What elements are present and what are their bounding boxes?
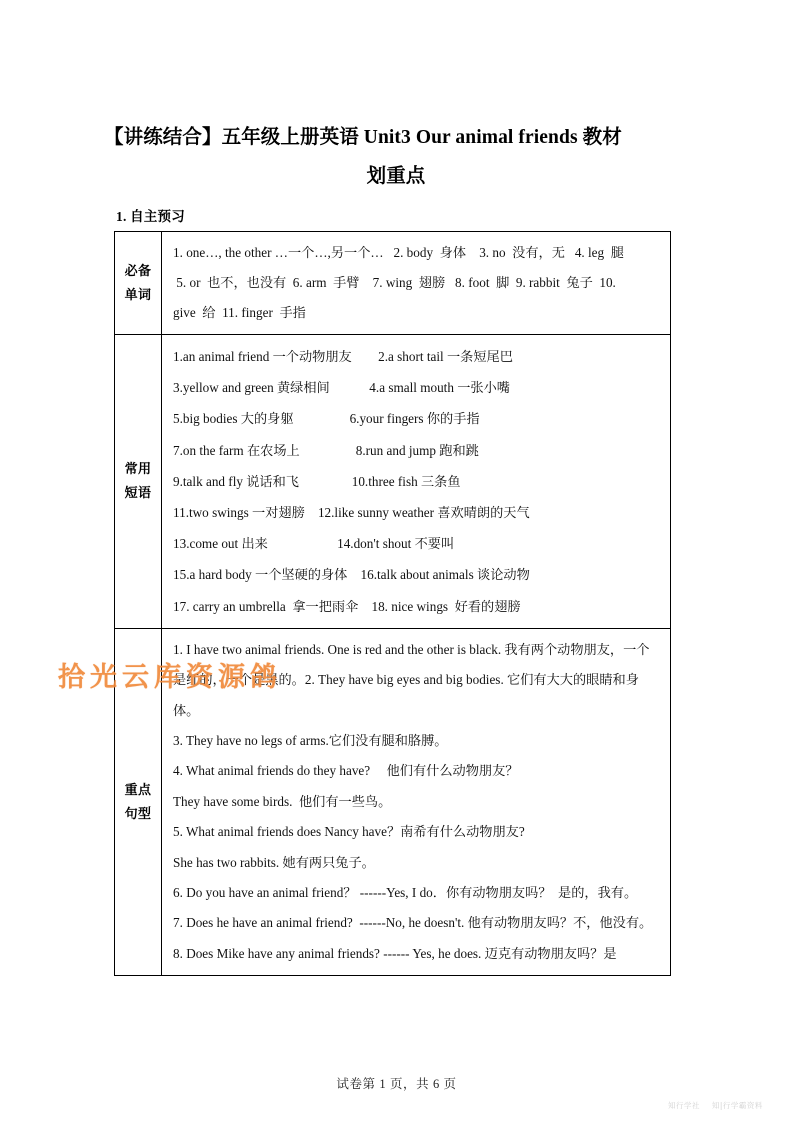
row-label-key-sentences: [115, 628, 162, 975]
table-row: [115, 628, 671, 975]
content-line: 17. carry an umbrella 拿一把雨伞 18. nice wings 好看的翅膀: [173, 598, 521, 614]
page-title-line-1: 【讲练结合】五年级上册英语 Unit3 Our animal friends 教材: [104, 127, 622, 148]
content-line: 1. one…, the other …一个…,另一个… 2. body 身体 3. no 没有，无 4. leg 腿: [173, 245, 624, 260]
section-heading-self-preview: 1. 自主预习: [116, 209, 185, 224]
row-label-line: 常用: [124, 461, 152, 477]
watermark-overlay: 拾光云库资源鸽: [58, 662, 282, 693]
corner-watermark: [668, 1100, 763, 1111]
page-footer: 试卷第 1 页，共 6 页: [336, 1077, 457, 1091]
row-label-line: 单词: [124, 287, 152, 302]
corner-watermark-right: 知|行学霸资料: [711, 1101, 763, 1110]
table-row: [115, 232, 671, 335]
row-label-line: 必备: [124, 263, 152, 278]
content-line: They have some birds. 他们有一些鸟。: [173, 793, 392, 809]
content-line: 7. Does he have an animal friend? ------No, he doesn't. 他有动物朋友吗？不，他没有。: [173, 915, 653, 931]
page-title: [96, 118, 696, 196]
content-line: 3. They have no legs of arms.它们没有腿和胳膊。: [173, 733, 448, 749]
page-title-line-2: 划重点: [366, 166, 426, 187]
row-content-common-phrases: [162, 335, 671, 629]
table-row: [115, 335, 671, 629]
content-line: 7.on the farm 在农场上 8.run and jump 跑和跳: [173, 442, 479, 458]
key-points-table: [114, 231, 671, 976]
content-line: 11.two swings 一对翅膀 12.like sunny weather 喜欢晴朗的天气: [173, 505, 530, 521]
row-label-line: 重点: [124, 782, 152, 798]
content-line: 5. or 也不，也没有 6. arm 手臂 7. wing 翅膀 8. foot 脚 9. rabbit 兔子 10.: [173, 275, 616, 290]
content-line: 1.an animal friend 一个动物朋友 2.a short tail 一条短尾巴: [173, 349, 513, 364]
content-line: 8. Does Mike have any animal friends? ------ Yes, he does. 迈克有动物朋友吗？是: [173, 945, 617, 961]
row-content-key-sentences: [162, 628, 671, 975]
content-line: 6. Do you have an animal friend？ ------Yes, I do．你有动物朋友吗？ 是的，我有。: [173, 885, 638, 901]
row-label-essential-words: [115, 232, 162, 335]
content-line: 4. What animal friends do they have? 他们有什么动物朋友？: [173, 763, 519, 779]
row-content-essential-words: [162, 232, 671, 335]
content-line: She has two rabbits. 她有两只兔子。: [173, 854, 375, 870]
content-line: 9.talk and fly 说话和飞 10.three fish 三条鱼: [173, 473, 461, 489]
content-line: 5.big bodies 大的身躯 6.your fingers 你的手指: [173, 411, 480, 427]
content-line: 1. I have two animal friends. One is red and the other is black. 我有两个动物朋友，一个是红的，一个是黑的。2. They have big eyes and big bodies. 它们有大大的眼睛和身体。: [173, 641, 650, 718]
content-line: 5. What animal friends does Nancy have？南希有什么动物朋友?: [173, 824, 525, 840]
corner-watermark-left: 知行学社: [668, 1101, 700, 1110]
content-line: give 给 11. finger 手指: [173, 305, 306, 320]
row-label-line: 句型: [124, 806, 152, 822]
row-label-line: 短语: [124, 485, 152, 501]
content-line: 15.a hard body 一个坚硬的身体 16.talk about animals 谈论动物: [173, 567, 530, 583]
row-label-common-phrases: [115, 335, 162, 629]
content-line: 3.yellow and green 黄绿相间 4.a small mouth 一张小嘴: [173, 380, 510, 396]
content-line: 13.come out 出来 14.don't shout 不要叫: [173, 536, 455, 552]
